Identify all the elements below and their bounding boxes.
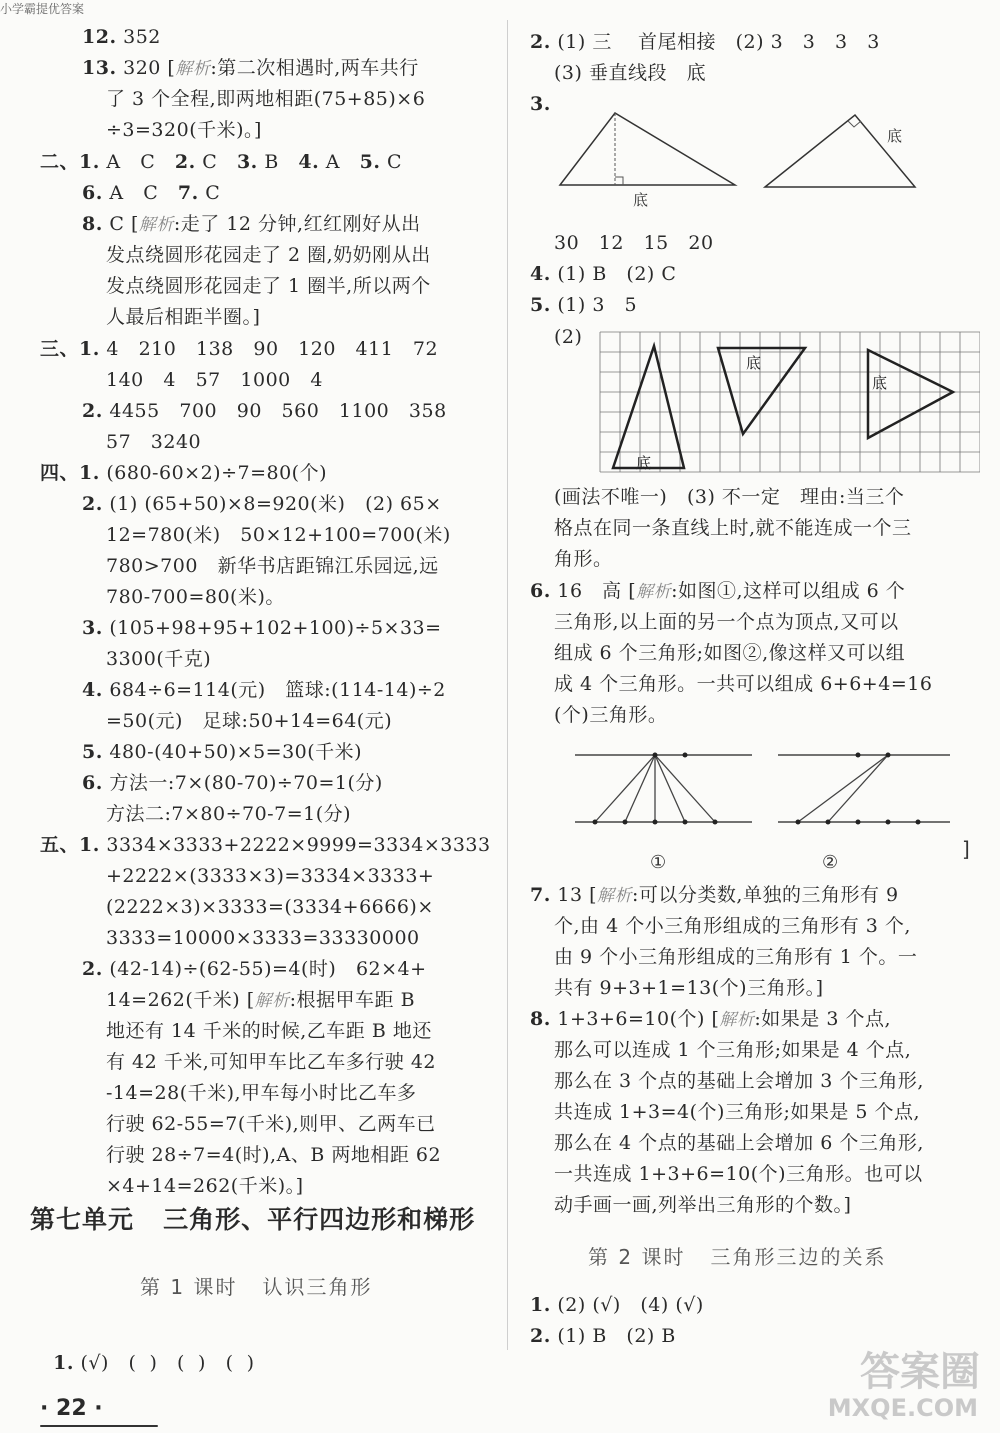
analysis-tag: 解析 [597,886,633,906]
grid-label-2: 底 [746,354,762,372]
analysis-tag: 解析 [254,991,290,1011]
answer-text: (1) B (2) B [550,1325,676,1347]
question-number: 2. [174,151,196,173]
question-number: 三、1. [40,338,100,360]
answer-text: (√) ( ) ( ) ( ) [73,1352,255,1374]
answer-text: 那么可以连成 1 个三角形;如果是 4 个点, [554,1039,912,1061]
answer-line [530,259,676,289]
question-number: 7. [177,182,199,204]
answer-line [554,1190,851,1220]
watermark-logo: 答案圈 [860,1349,980,1395]
answer-text: 发点绕圆形花园走了 1 圈半,所以两个 [106,275,431,297]
question-number: 4. [530,263,551,285]
answer-line [106,115,262,145]
answer-text: 发点绕圆形花园走了 2 圈,奶奶刚从出 [106,244,431,266]
analysis-text: :根据甲车距 B [289,989,416,1011]
running-header: 小学霸提优答案 [0,2,85,16]
right-angle-mark-right [848,121,861,127]
point [683,820,688,825]
answer-line [554,1035,911,1065]
answer-text: 320 [ [116,57,176,79]
answer-text: 方法一:7×(80-70)÷70=1(分) [102,772,383,794]
answer-line [106,892,434,922]
column-divider [507,20,508,1350]
answer-line [106,923,420,953]
point [856,753,861,758]
lesson-2-title: 第 2 课时 三角形三边的关系 [588,1245,887,1269]
answer-text: 共连成 1+3=4(个)三角形;如果是 5 个点, [554,1101,921,1123]
answer-text: 30 12 15 20 [554,232,714,254]
answer-text: =50(元) 足球:50+14=64(元) [106,710,393,732]
analysis-text: :如果是 3 个点, [754,1008,891,1030]
point [886,820,891,825]
answer-line [554,942,917,972]
answer-text: (个)三角形。 [554,704,668,726]
answer-text: A [319,151,360,173]
answer-line [82,178,220,208]
answer-text: (画法不唯一) (3) 不一定 理由:当三个 [554,486,905,508]
answer-text: 组成 6 个三角形;如图②,像这样又可以组 [554,642,906,664]
answer-line [530,880,899,911]
answer-line [106,520,451,550]
question-number: 五、1. [40,834,100,856]
answer-line [82,768,383,798]
triangle-left [560,113,735,185]
answer-text: 共有 9+3+1=13(个)三角形。] [554,977,824,999]
grid-label-1: 底 [636,454,652,472]
answer-text: 个,由 4 个小三角形组成的三角形有 3 个, [554,915,911,937]
answer-text: (680-60×2)÷7=80(个) [99,462,328,484]
answer-line [554,322,582,352]
answer-line [106,551,439,581]
answer-text: +2222×(3333×3)=3334×3333+ [106,865,435,887]
unit-title: 第七单元 三角形、平行四边形和梯形 [30,1205,476,1234]
answer-text: 4455 700 90 560 1100 358 [102,400,447,422]
question-number: 5. [82,741,103,763]
lesson-1-answer-1 [40,1318,254,1378]
answer-text: 格点在同一条直线上时,就不能连成一个三 [554,517,912,539]
answer-line [530,576,905,607]
answer-text: 14=262(千米) [ [106,989,255,1011]
answer-text: (3) 垂直线段 底 [554,62,707,84]
answer-line [554,911,911,941]
answer-line [82,613,442,643]
question-number: 5. [530,294,551,316]
answer-line [106,1047,436,1077]
answer-line [554,228,714,258]
right-angle-mark-left [615,177,623,185]
answer-line [106,1078,417,1108]
answer-text: C [380,151,403,173]
connecting-line [595,755,655,822]
answer-text: 684÷6=114(元) 篮球:(114-14)÷2 [102,679,446,701]
point [916,820,921,825]
answer-line [554,1159,923,1189]
answer-text: 由 9 个小三角形组成的三角形有 1 个。一 [554,946,918,968]
question-number: 3. [82,617,103,639]
answer-text: 57 3240 [106,431,202,453]
question-number: 2. [530,1325,551,1347]
answer-text: C [195,151,237,173]
question-number: 四、1. [40,462,100,484]
answer-line [106,861,434,891]
answer-line [82,22,161,52]
answer-line [106,271,431,301]
connecting-line [655,755,715,822]
answer-line [554,544,613,574]
answer-line [106,799,351,829]
base-label-left: 底 [633,191,649,209]
point [886,753,891,758]
point [856,820,861,825]
answer-line [554,1097,920,1127]
answer-text: 12=780(米) 50×12+100=700(米) [106,524,451,546]
page-number-underline [40,1425,158,1427]
answer-line [530,290,637,320]
answer-line [106,985,415,1016]
question-number: 8. [530,1008,551,1030]
closing-bracket: ] [962,837,970,861]
answer-text: (1) B (2) C [550,263,677,285]
base-label-right: 底 [887,127,903,145]
figure-5-grid [598,328,980,480]
answer-line [530,27,880,57]
point [713,820,718,825]
question-number: 6. [82,182,103,204]
answer-line [106,302,260,332]
answer-text: A C [99,151,175,173]
figure-label-1: ① [650,852,667,873]
answer-text: 一共连成 1+3+6=10(个)三角形。也可以 [554,1163,923,1185]
fig2-points [796,753,921,825]
answer-text: (2) [554,326,583,348]
answer-line [106,84,425,114]
answer-line [554,513,912,543]
answer-line [554,1066,924,1096]
answer-text: 成 4 个三角形。一共可以组成 6+6+4=16 [554,673,933,695]
answer-text: C [198,182,221,204]
watermark-url: MXQE.COM [827,1394,978,1422]
answer-line [82,954,427,984]
answer-text: 三角形,以上面的另一个点为顶点,又可以 [554,611,899,633]
answer-line [40,147,402,177]
connecting-line [798,755,888,822]
analysis-text: :如图①,这样可以组成 6 个 [671,580,906,602]
question-number: 4. [298,151,320,173]
question-number: 6. [530,580,551,602]
answer-line [106,1109,436,1139]
point [623,820,628,825]
question-number: 5. [359,151,381,173]
answer-line [554,973,823,1003]
answer-line [82,737,362,767]
answer-text: C [ [102,213,139,235]
answer-text: 行驶 28÷7=4(时),A、B 两地相距 62 [106,1144,442,1166]
triangle-right [765,115,915,187]
figure-3-triangles [555,105,925,215]
analysis-text: :可以分类数,单独的三角形有 9 [632,884,899,906]
answer-text: (42-14)÷(62-55)=4(时) 62×4+ [102,958,427,980]
point [683,753,688,758]
question-number: 1. [530,1294,551,1316]
point [593,820,598,825]
analysis-text: :走了 12 分钟,红红刚好从出 [173,213,421,235]
answer-text: 780>700 新华书店距锦江乐园远,远 [106,555,439,577]
answer-text: 140 4 57 1000 4 [106,369,323,391]
answer-text: 有 42 千米,可知甲车比乙车多行驶 42 [106,1051,437,1073]
question-number: 12. [82,26,117,48]
answer-text: A C [102,182,178,204]
analysis-tag: 解析 [175,59,211,79]
answer-text: 3333=10000×3333=33330000 [106,927,420,949]
page-number: · 22 · [40,1396,103,1421]
answer-line [530,1004,891,1035]
question-number: 1. [53,1352,74,1374]
answer-line [554,482,904,512]
answer-text: 3300(千克) [106,648,212,670]
answer-line [554,1128,924,1158]
answer-text: (1) 3 5 [550,294,638,316]
answer-line [106,582,285,612]
answer-text: ÷3=320(千米)。] [106,119,262,141]
answer-text: 352 [116,26,161,48]
answer-line [554,58,706,88]
answer-text: (2222×3)×3333=(3334+6666)× [106,896,434,918]
answer-text: -14=28(千米),甲车每小时比乙车多 [106,1082,417,1104]
question-number: 2. [82,958,103,980]
answer-text: 动手画一画,列举出三角形的个数。] [554,1194,852,1216]
question-number: 8. [82,213,103,235]
question-number: 2. [82,493,103,515]
question-number: 6. [82,772,103,794]
answer-line [106,365,323,395]
figure-6-diagrams [570,740,990,875]
answer-line [40,458,327,488]
connecting-line [655,755,685,822]
question-number: 二、1. [40,151,100,173]
grid-triangle-2 [718,348,805,434]
lesson-1-title: 第 1 课时 认识三角形 [140,1275,373,1299]
answer-text: (1) 三 首尾相接 (2) 3 3 3 3 [550,31,880,53]
answer-text: 了 3 个全程,即两地相距(75+85)×6 [106,88,426,110]
answer-line [82,209,421,240]
answer-text: (105+98+95+102+100)÷5×33= [102,617,442,639]
figure-label-2: ② [822,852,839,873]
grid-label-3: 底 [872,374,888,392]
answer-line [530,89,551,119]
answer-line [530,1321,676,1351]
point [826,820,831,825]
answer-line [106,1140,441,1170]
answer-text: 方法二:7×80÷70-7=1(分) [106,803,352,825]
answer-line [82,396,447,426]
answer-line [40,830,491,860]
answer-text: 人最后相距半圈。] [106,306,261,328]
answer-text: 480-(40+50)×5=30(千米) [102,741,363,763]
answer-line [554,638,905,668]
answer-line [106,240,431,270]
answer-line [106,427,201,457]
answer-text: 那么在 4 个点的基础上会增加 6 个三角形, [554,1132,924,1154]
answer-line [106,706,392,736]
answer-text: 那么在 3 个点的基础上会增加 3 个三角形, [554,1070,924,1092]
analysis-tag: 解析 [719,1010,755,1030]
answer-text: 3334×3333+2222×9999=3334×3333 [99,834,491,856]
answer-line [40,334,438,364]
answer-line [82,53,419,84]
fig1-points [593,753,718,825]
question-number: 13. [82,57,117,79]
answer-line [554,700,667,730]
question-number: 3. [236,151,258,173]
point [653,820,658,825]
answer-line [554,607,899,637]
answer-text: 16 高 [ [550,580,637,602]
answer-text: ×4+14=262(千米)。] [106,1175,304,1197]
answer-text: 4 210 138 90 120 411 72 [99,338,439,360]
answer-text: 角形。 [554,548,613,570]
point [796,820,801,825]
connecting-line [828,755,888,822]
question-number: 7. [530,884,551,906]
connecting-line [625,755,655,822]
analysis-tag: 解析 [636,582,672,602]
answer-text: B [257,151,299,173]
question-number: 2. [82,400,103,422]
analysis-text: :第二次相遇时,两车共行 [210,57,419,79]
answer-text: 1+3+6=10(个) [ [550,1008,720,1030]
question-number: 3. [530,93,551,115]
answer-text: 行驶 62-55=7(千米),则甲、乙两车已 [106,1113,436,1135]
question-number: 2. [530,31,551,53]
answer-text: (2) (√) (4) (√) [550,1294,704,1316]
answer-text: 地还有 14 千米的时候,乙车距 B 地还 [106,1020,432,1042]
point [653,753,658,758]
answer-line [106,1016,432,1046]
grid-triangle-1 [613,346,684,468]
answer-line [82,675,446,705]
analysis-tag: 解析 [138,215,174,235]
answer-line [530,1290,704,1320]
answer-text: (1) (65+50)×8=920(米) (2) 65× [102,493,442,515]
answer-line [554,669,932,699]
answer-line [82,489,442,519]
question-number: 4. [82,679,103,701]
answer-line [106,644,211,674]
answer-text: 13 [ [550,884,598,906]
answer-line [106,1171,304,1201]
answer-text: 780-700=80(米)。 [106,586,285,608]
